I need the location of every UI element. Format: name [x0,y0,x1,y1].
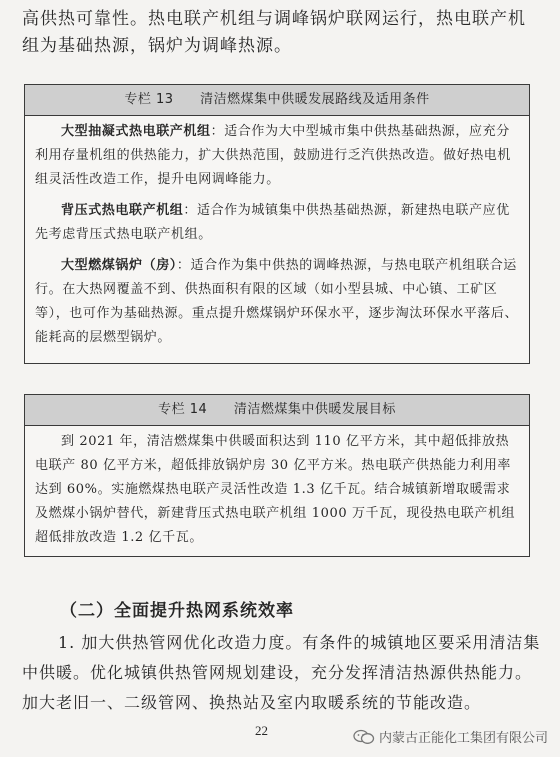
page-number: 22 [255,723,268,738]
box-13-body [25,116,529,363]
box-13-number: 专栏 13 [124,92,174,107]
bottom-paragraph: 1. 加大供热管网优化改造力度。有条件的城镇地区要采用清洁集中供暖。优化城镇供热管网规划建设，充分发挥清洁热源供热能力。加大老旧一、二级管网、换热站及室内取暖系统的节能改造。 [22,633,541,712]
sidebar-box-13 [24,84,530,364]
box-13-item-text: ：适合作为大中型城市集中供热基础热源，应充分利用存量机组的供热能力，扩大供热范围，鼓励进行乏汽供热改造。做好热电机组灵活性改造工作，提升电网调峰能力。 [35,124,512,187]
box-13-item [35,120,519,192]
box-13-item-text: ：适合作为城镇集中供热基础热源，新建热电联产应优先考虑背压式热电联产机组。 [35,203,510,242]
box-14-title: 清洁燃煤集中供暖发展目标 [233,402,396,417]
wechat-bubble-icon [353,729,375,745]
box-13-item-text: ：适合作为集中供热的调峰热源，与热电联产机组联合运行。在大热网覆盖不到、供热面积有限的区域（如小型县城、中心镇、工矿区等），也可作为基础热源。重点提升燃煤锅炉环保水平，逐步淘汰环保水平落后、能耗高的层燃型锅炉。 [35,258,519,345]
box-13-item [35,199,519,247]
box-13-header [25,85,529,116]
box-13-item-term: 大型抽凝式热电联产机组 [61,124,211,139]
watermark-text: 内蒙古正能化工集团有限公司 [378,731,548,746]
box-14-number: 专栏 14 [158,402,208,417]
box-14-body [25,426,529,556]
section-heading: （二）全面提升热网系统效率 [60,601,294,621]
box-14-header [25,395,529,426]
box-13-title: 清洁燃煤集中供暖发展路线及适用条件 [200,92,430,107]
box-13-item [35,254,519,350]
watermark [353,727,548,746]
box-14-text: 到 2021 年，清洁燃煤集中供暖面积达到 110 亿平方米，其中超低排放热电联产 80 亿平方米，超低排放锅炉房 30 亿平方米。热电联产供热能力利用率达到 60%。实施燃煤热电联产灵活性改造 1.3 亿千瓦。结合城镇新增取暖需求及燃煤小锅炉替代，新建背压式热电联产机组 1000 万千瓦，现役热电联产机组超低排放改造 1.2 亿千瓦。 [35,434,516,545]
sidebar-box-14 [24,394,530,557]
box-13-item-term: 背压式热电联产机组 [61,203,184,218]
box-13-item-term: 大型燃煤锅炉（房） [61,258,177,273]
top-paragraph: 高供热可靠性。热电联产机组与调峰锅炉联网运行，热电联产机组为基础热源，锅炉为调峰热源。 [22,9,526,56]
